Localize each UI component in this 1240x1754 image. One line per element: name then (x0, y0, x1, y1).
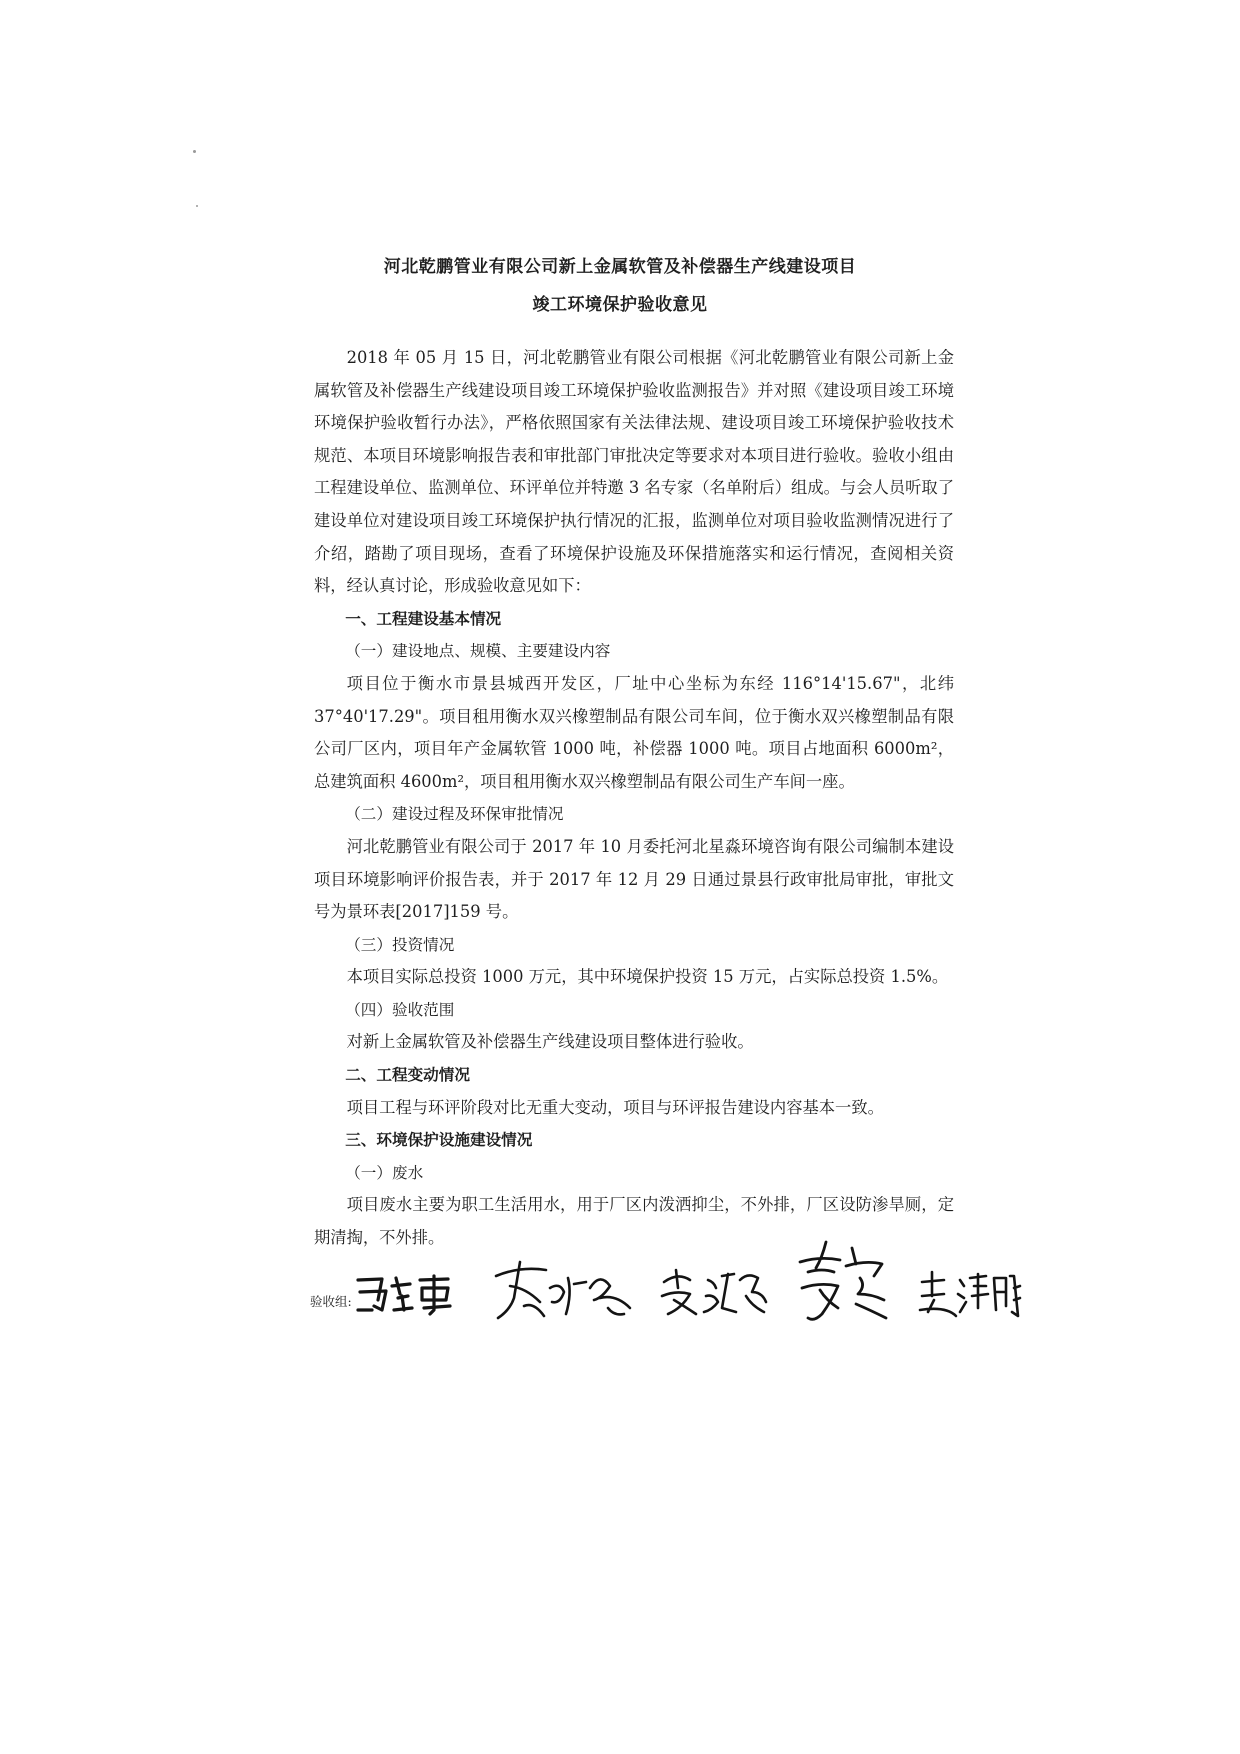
section-heading-changes: 二、工程变动情况 (345, 1066, 470, 1085)
scan-speck (196, 205, 198, 207)
subsection-heading-wastewater: （一）废水 (345, 1163, 424, 1182)
signature-5 (916, 1266, 1026, 1326)
signature-4 (786, 1238, 896, 1328)
subsection-heading-investment: （三）投资情况 (345, 935, 455, 954)
signature-3 (656, 1262, 776, 1322)
subsection-heading-approval: （二）建设过程及环保审批情况 (345, 805, 564, 824)
signature-label: 验收组: (310, 1294, 352, 1309)
section-heading-facilities: 三、环境保护设施建设情况 (345, 1131, 533, 1150)
scan-speck (193, 150, 196, 153)
document-body (314, 342, 954, 1255)
subsection-heading-location: （一）建设地点、规模、主要建设内容 (345, 642, 611, 661)
location-paragraph: 项目位于衡水市景县城西开发区，厂址中心坐标为东经 116°14'15.67"，北纬 37°40'17.29"。项目租用衡水双兴橡塑制品有限公司车间，位于衡水双兴橡塑制品有限公司厂区内，项目年产金属软管 1000 吨，补偿器 1000 吨。项目占地面积 6000m²，总建筑面积 4600m²，项目租用衡水双兴橡塑制品有限公司生产车间一座。 (314, 673, 954, 791)
changes-paragraph: 项目工程与环评阶段对比无重大变动，项目与环评报告建设内容基本一致。 (346, 1097, 884, 1117)
section-heading-project-overview: 一、工程建设基本情况 (345, 609, 502, 628)
approval-paragraph: 河北乾鹏管业有限公司于 2017 年 10 月委托河北星淼环境咨询有限公司编制本建设项目环境影响评价报告表，并于 2017 年 12 月 29 日通过景县行政审批局审批，审批文号为景环表[2017]159 号。 (314, 836, 954, 922)
subsection-heading-scope: （四）验收范围 (345, 1000, 455, 1019)
signature-1 (352, 1270, 462, 1320)
intro-paragraph: 2018 年 05 月 15 日，河北乾鹏管业有限公司根据《河北乾鹏管业有限公司新上金属软管及补偿器生产线建设项目竣工环境保护验收监测报告》并对照《建设项目竣工环境环境保护验收暂行办法》，严格依照国家有关法律法规、建设项目竣工环境保护验收技术规范、本项目环境影响报告表和审批部门审批决定等要求对本项目进行验收。验收小组由工程建设单位、监测单位、环评单位并特邀 3 名专家（名单附后）组成。与会人员听取了建设单位对建设项目竣工环境保护执行情况的汇报，监测单位对项目验收监测情况进行了介绍，踏勘了项目现场，查看了环境保护设施及环保措施落实和运行情况，查阅相关资料，经认真讨论，形成验收意见如下： (314, 348, 954, 596)
signature-2 (490, 1258, 640, 1328)
wastewater-paragraph: 项目废水主要为职工生活用水，用于厂区内泼洒抑尘，不外排，厂区设防渗旱厕，定期清掏，不外排。 (314, 1195, 954, 1248)
document-title-line2: 竣工环境保护验收意见 (532, 295, 708, 315)
document-title-line1: 河北乾鹏管业有限公司新上金属软管及补偿器生产线建设项目 (383, 257, 857, 277)
scope-paragraph: 对新上金属软管及补偿器生产线建设项目整体进行验收。 (346, 1032, 754, 1052)
investment-paragraph: 本项目实际总投资 1000 万元，其中环境保护投资 15 万元，占实际总投资 1.5%。 (346, 967, 949, 987)
